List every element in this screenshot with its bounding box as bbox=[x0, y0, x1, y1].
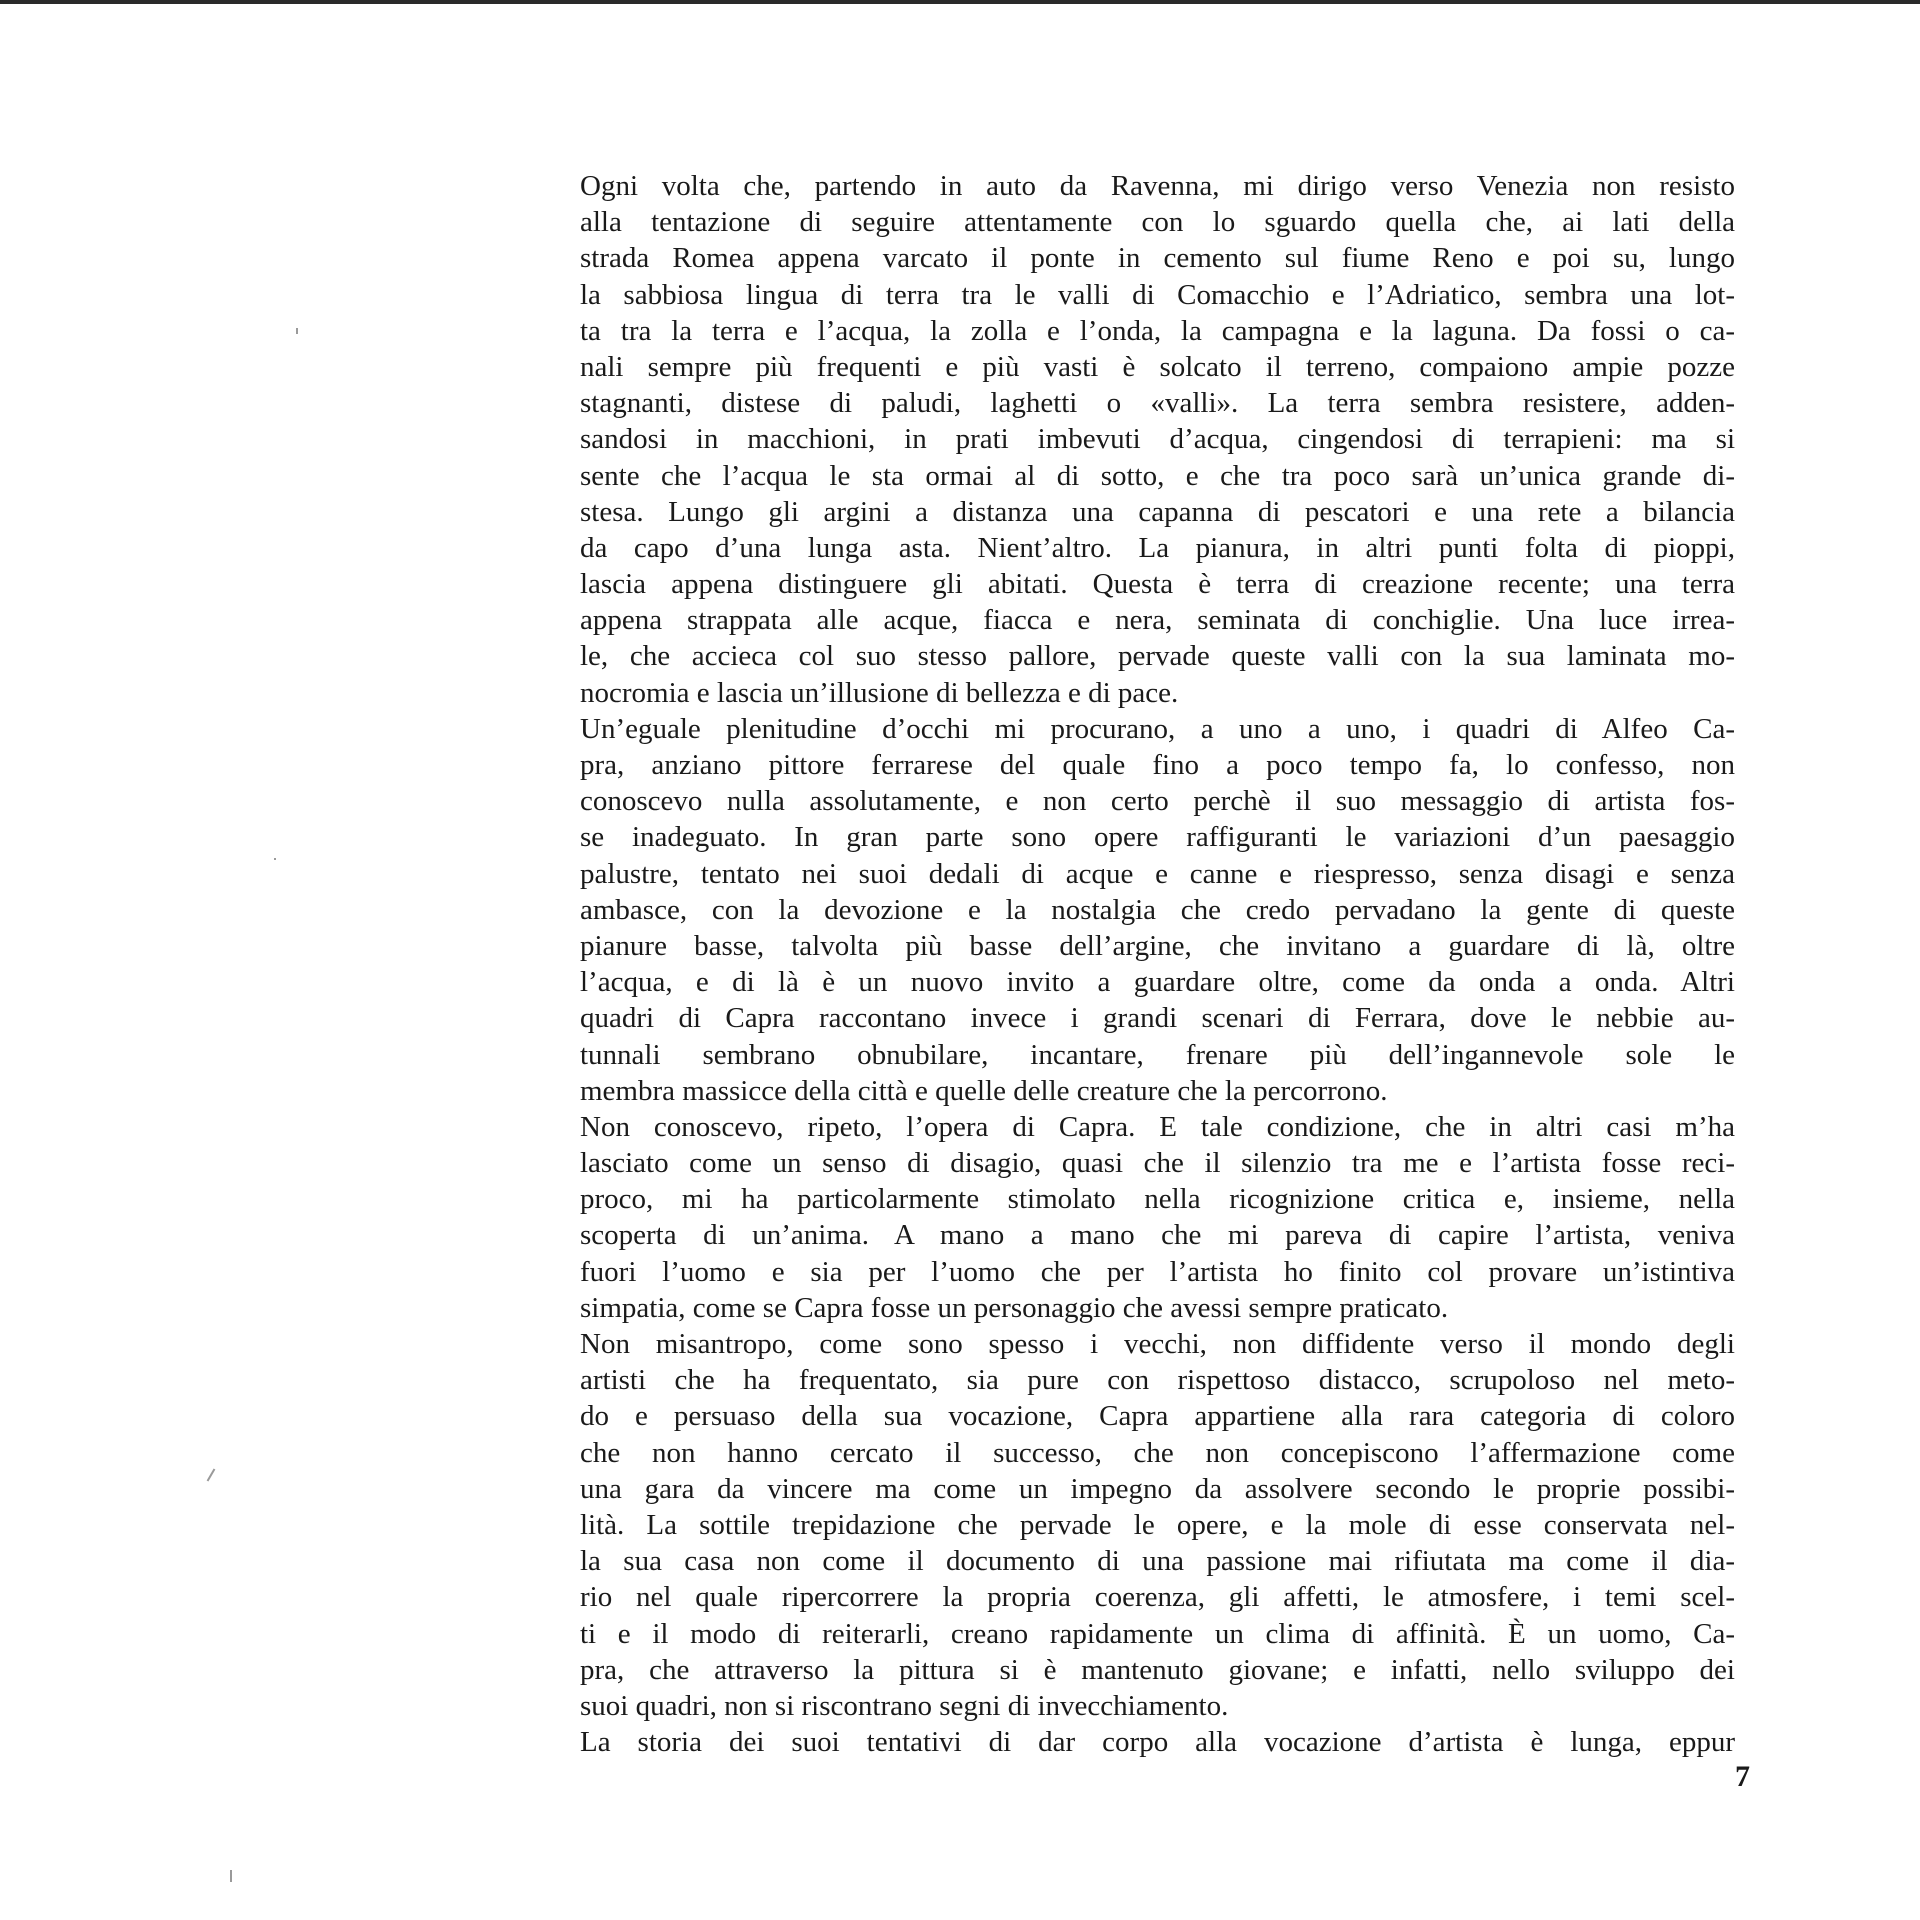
text-line: se inadeguato. In gran parte sono opere raffiguranti le variazioni d’un paesaggio bbox=[580, 821, 1735, 854]
text-line: scoperta di un’anima. A mano a mano che mi pareva di capire l’artista, veniva bbox=[580, 1219, 1735, 1252]
text-line: artisti che ha frequentato, sia pure con rispettoso distacco, scrupoloso nel meto- bbox=[580, 1364, 1735, 1397]
text-line: sandosi in macchioni, in prati imbevuti d’acqua, cingendosi di terrapieni: ma si bbox=[580, 423, 1735, 456]
text-line: Non misantropo, come sono spesso i vecchi, non diffidente verso il mondo degli bbox=[580, 1328, 1735, 1360]
text-line: ambasce, con la devozione e la nostalgia che credo pervadano la gente di queste bbox=[580, 893, 1735, 926]
paragraph bbox=[580, 711, 1735, 1109]
text-line: proco, mi ha particolarmente stimolato nella ricognizione critica e, insieme, nella bbox=[580, 1183, 1735, 1216]
text-line: le, che accieca col suo stesso pallore, pervade queste valli con la sua laminata mo- bbox=[580, 640, 1735, 673]
text-line: Ogni volta che, partendo in auto da Ravenna, mi dirigo verso Venezia non resisto bbox=[580, 170, 1735, 202]
text-line: la sua casa non come il documento di una passione mai rifiutata ma come il dia- bbox=[580, 1545, 1735, 1578]
text-line: appena strappata alle acque, fiacca e nera, seminata di conchiglie. Una luce irrea- bbox=[580, 604, 1735, 637]
paragraph bbox=[580, 1724, 1735, 1760]
text-line: alla tentazione di seguire attentamente con lo sguardo quella che, ai lati della bbox=[580, 206, 1735, 239]
text-line: conoscevo nulla assolutamente, e non certo perchè il suo messaggio di artista fos- bbox=[580, 785, 1735, 818]
scan-speck bbox=[230, 1870, 232, 1882]
text-line: sente che l’acqua le sta ormai al di sotto, e che tra poco sarà un’unica grande di- bbox=[580, 459, 1735, 492]
text-line: ti e il modo di reiterarli, creano rapidamente un clima di affinità. È un uomo, Ca- bbox=[580, 1617, 1735, 1650]
text-line: nali sempre più frequenti e più vasti è solcato il terreno, compaiono ampie pozze bbox=[580, 350, 1735, 383]
text-line: pra, che attraverso la pittura si è mantenuto giovane; e infatti, nello sviluppo dei bbox=[580, 1653, 1735, 1686]
text-line: lascia appena distinguere gli abitati. Questa è terra di creazione recente; una terra bbox=[580, 568, 1735, 601]
paragraph bbox=[580, 1326, 1735, 1724]
text-line: simpatia, come se Capra fosse un personaggio che avessi sempre praticato. bbox=[580, 1291, 1449, 1324]
text-line: tunnali sembrano obnubilare, incantare, frenare più dell’ingannevole sole le bbox=[580, 1038, 1735, 1071]
text-line: una gara da vincere ma come un impegno da assolvere secondo le proprie possibi- bbox=[580, 1472, 1735, 1505]
text-line: rio nel quale ripercorrere la propria coerenza, gli affetti, le atmosfere, i temi scel- bbox=[580, 1581, 1735, 1614]
page-number: 7 bbox=[1735, 1760, 1750, 1793]
scan-speck bbox=[207, 1468, 216, 1481]
text-line: strada Romea appena varcato il ponte in cemento sul fiume Reno e poi su, lungo bbox=[580, 242, 1735, 275]
paragraph bbox=[580, 1109, 1735, 1326]
text-line: suoi quadri, non si riscontrano segni di invecchiamento. bbox=[580, 1689, 1229, 1722]
text-line: lità. La sottile trepidazione che pervade le opere, e la mole di esse conservata nel- bbox=[580, 1508, 1735, 1541]
text-line: ta tra la terra e l’acqua, la zolla e l’onda, la campagna e la laguna. Da fossi o ca- bbox=[580, 314, 1735, 347]
text-line: l’acqua, e di là è un nuovo invito a guardare oltre, come da onda a onda. Altri bbox=[580, 966, 1735, 999]
text-line: stesa. Lungo gli argini a distanza una capanna di pescatori e una rete a bilancia bbox=[580, 495, 1735, 528]
text-line: pianure basse, talvolta più basse dell’argine, che invitano a guardare di là, oltre bbox=[580, 929, 1735, 962]
text-line: palustre, tentato nei suoi dedali di acque e canne e riespresso, senza disagi e senza bbox=[580, 857, 1735, 890]
text-line: membra massicce della città e quelle delle creature che la percorrono. bbox=[580, 1074, 1388, 1107]
top-edge-rule bbox=[0, 0, 1920, 4]
text-line: lasciato come un senso di disagio, quasi che il silenzio tra me e l’artista fosse reci- bbox=[580, 1147, 1735, 1180]
scan-speck bbox=[274, 858, 276, 860]
text-line: stagnanti, distese di paludi, laghetti o «valli». La terra sembra resistere, adden- bbox=[580, 387, 1735, 420]
text-line: do e persuaso della sua vocazione, Capra appartiene alla rara categoria di coloro bbox=[580, 1400, 1735, 1433]
text-line: Un’eguale plenitudine d’occhi mi procurano, a uno a uno, i quadri di Alfeo Ca- bbox=[580, 712, 1735, 745]
text-line: Non conoscevo, ripeto, l’opera di Capra. E tale condizione, che in altri casi m’ha bbox=[580, 1110, 1735, 1143]
scan-speck bbox=[296, 328, 298, 334]
text-line: La storia dei suoi tentativi di dar corpo alla vocazione d’artista è lunga, eppur bbox=[580, 1726, 1735, 1759]
text-line: nocromia e lascia un’illusione di bellezza e di pace. bbox=[580, 676, 1179, 709]
text-line: che non hanno cercato il successo, che non concepiscono l’affermazione come bbox=[580, 1436, 1735, 1469]
text-line: pra, anziano pittore ferrarese del quale fino a poco tempo fa, lo confesso, non bbox=[580, 749, 1735, 781]
body-text bbox=[580, 168, 1735, 1760]
text-line: quadri di Capra raccontano invece i grandi scenari di Ferrara, dove le nebbie au- bbox=[580, 1002, 1735, 1035]
text-line: da capo d’una lunga asta. Nient’altro. La pianura, in altri punti folta di pioppi, bbox=[580, 531, 1735, 564]
text-line: la sabbiosa lingua di terra tra le valli di Comacchio e l’Adriatico, sembra una lot- bbox=[580, 278, 1735, 311]
paragraph bbox=[580, 168, 1735, 711]
text-line: fuori l’uomo e sia per l’uomo che per l’artista ho finito col provare un’istintiva bbox=[580, 1255, 1735, 1288]
